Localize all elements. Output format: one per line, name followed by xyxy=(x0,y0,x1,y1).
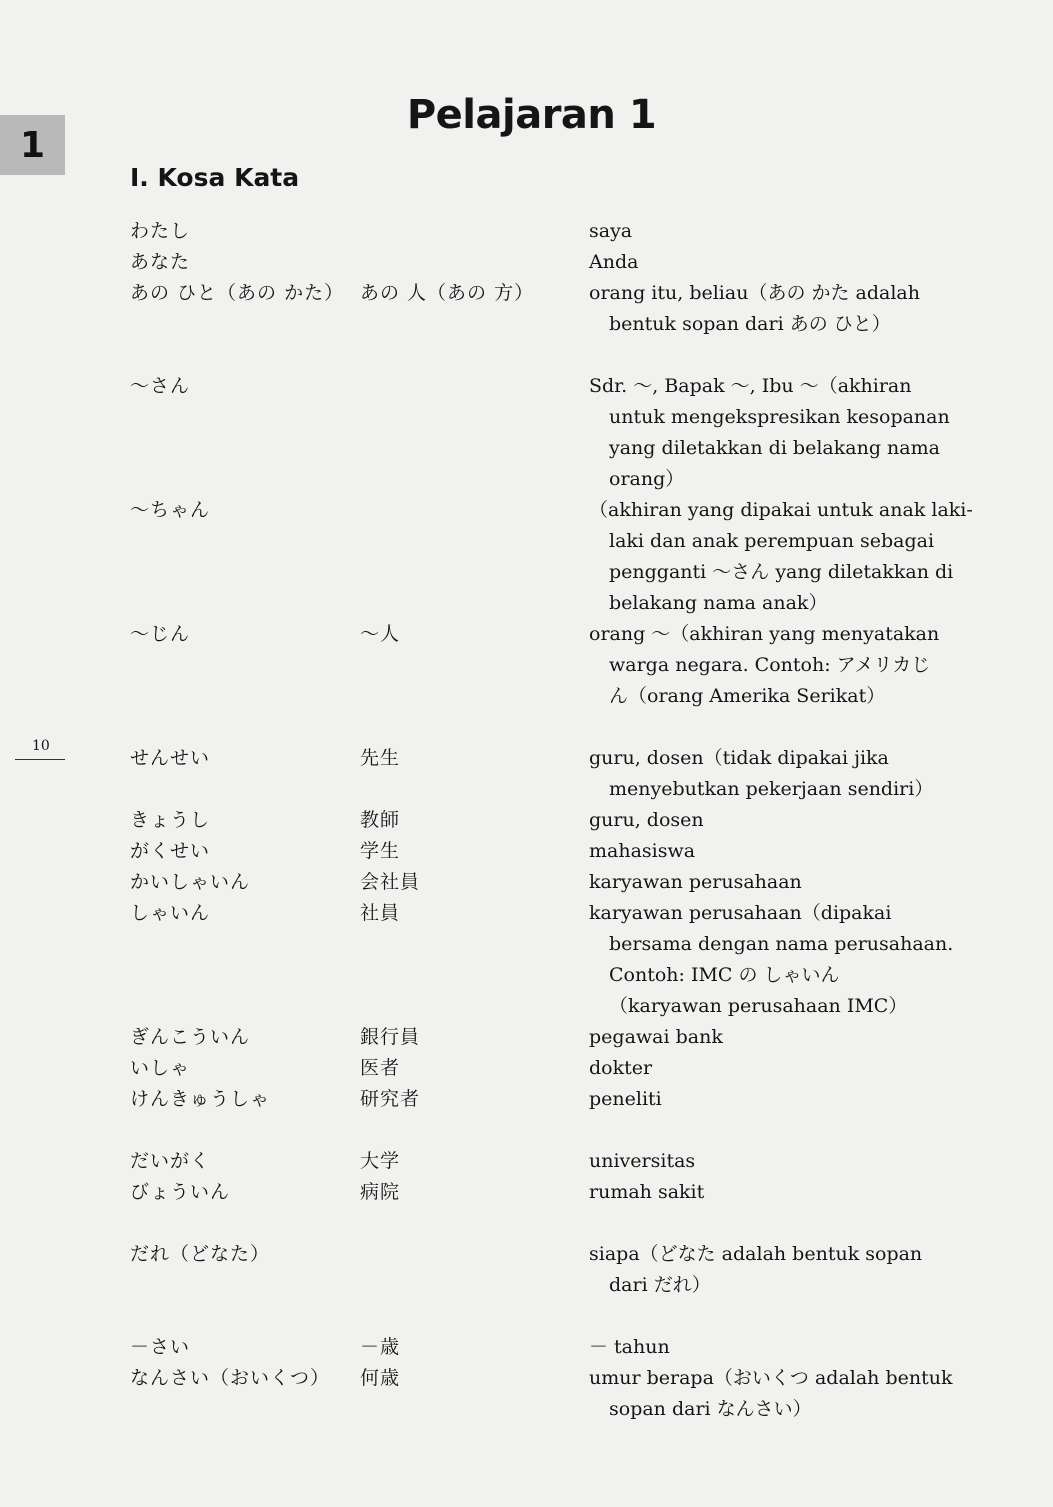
vocab-kana: ぎんこういん xyxy=(130,1026,251,1048)
vocab-meaning-line: Anda xyxy=(589,251,639,273)
vocab-kana: ～さん xyxy=(130,375,191,397)
vocab-meaning xyxy=(589,898,954,1022)
vocab-meaning-line: guru, dosen xyxy=(589,809,704,831)
vocab-meaning xyxy=(589,743,937,805)
vocab-meaning xyxy=(589,371,950,495)
vocab-meaning-line: menyebutkan pekerjaan sendiri） xyxy=(609,778,934,800)
vocab-meaning-line: orang itu, beliau（あの かた adalah xyxy=(589,282,920,304)
vocab-meaning-line: siapa（どなた adalah bentuk sopan xyxy=(589,1243,923,1265)
vocab-meaning-line: Contoh: IMC の しゃいん xyxy=(609,964,840,986)
vocab-meaning-line: （karyawan perusahaan IMC） xyxy=(609,995,908,1017)
vocab-kanji: 学生 xyxy=(360,840,401,862)
vocab-meaning-line: karyawan perusahaan（dipakai xyxy=(589,902,892,924)
vocab-meaning-line: untuk mengekspresikan kesopanan xyxy=(609,406,950,428)
vocab-meaning xyxy=(589,867,937,898)
vocab-kanji: 病院 xyxy=(360,1181,401,1203)
page-number: 10 xyxy=(32,738,50,754)
vocab-kanji: あの 人（あの 方） xyxy=(360,282,535,304)
vocab-kanji: ～人 xyxy=(360,623,401,645)
vocab-meaning-line: guru, dosen（tidak dipakai jika xyxy=(589,747,889,769)
vocab-meaning-line: orang） xyxy=(609,468,685,490)
page-title: Pelajaran 1 xyxy=(406,92,657,138)
vocab-meaning-line: mahasiswa xyxy=(589,840,696,862)
vocab-meaning-line: karyawan perusahaan xyxy=(589,871,802,893)
vocab-kana: ～じん xyxy=(130,623,191,645)
vocab-meaning-line: warga negara. Contoh: アメリカじ xyxy=(609,654,931,676)
vocab-meaning-line: umur berapa（おいくつ adalah bentuk xyxy=(589,1367,953,1389)
vocab-meaning xyxy=(589,619,940,712)
section-heading: I. Kosa Kata xyxy=(130,163,300,192)
vocab-meaning xyxy=(589,1146,937,1177)
vocab-kana: わたし xyxy=(130,220,191,242)
vocab-meaning-line: ん（orang Amerika Serikat） xyxy=(609,685,886,707)
vocab-meaning-line: bersama dengan nama perusahaan. xyxy=(609,933,954,955)
vocab-meaning xyxy=(589,1239,937,1301)
vocab-meaning xyxy=(589,247,937,278)
vocab-meaning-line: dokter xyxy=(589,1057,653,1079)
vocab-meaning-line: pengganti ～さん yang diletakkan di xyxy=(609,561,954,583)
vocab-meaning xyxy=(589,278,937,340)
vocab-meaning xyxy=(589,836,937,867)
chapter-tab: 1 xyxy=(0,115,65,175)
vocab-meaning-line: rumah sakit xyxy=(589,1181,705,1203)
vocab-meaning xyxy=(589,1177,937,1208)
vocab-kana: がくせい xyxy=(130,840,211,862)
vocab-meaning-line: bentuk sopan dari あの ひと） xyxy=(609,313,891,335)
vocab-kana: －さい xyxy=(130,1336,191,1358)
vocab-kanji: 会社員 xyxy=(360,871,421,893)
vocab-meaning xyxy=(589,1332,937,1363)
vocab-kana: きょうし xyxy=(130,809,211,831)
vocab-meaning xyxy=(589,1363,953,1425)
vocab-kana: いしゃ xyxy=(130,1057,191,1079)
vocab-kana: せんせい xyxy=(130,747,211,769)
vocab-meaning xyxy=(589,1084,937,1115)
vocab-meaning-line: universitas xyxy=(589,1150,696,1172)
vocab-kana: あの ひと（あの かた） xyxy=(130,282,345,304)
vocab-kanji: 大学 xyxy=(360,1150,401,1172)
vocab-kanji: 社員 xyxy=(360,902,401,924)
vocab-meaning-line: saya xyxy=(589,220,633,242)
vocab-kanji: 銀行員 xyxy=(360,1026,421,1048)
vocab-kanji: －歳 xyxy=(360,1336,401,1358)
vocab-meaning xyxy=(589,495,973,619)
vocab-kanji: 何歳 xyxy=(360,1367,401,1389)
vocab-kana: だれ（どなた） xyxy=(130,1243,271,1265)
vocab-kana: けんきゅうしゃ xyxy=(130,1088,271,1110)
vocab-meaning-line: （akhiran yang dipakai untuk anak laki- xyxy=(589,499,973,521)
vocab-kanji: 先生 xyxy=(360,747,401,769)
vocab-kana: あなた xyxy=(130,251,191,273)
vocab-meaning-line: pegawai bank xyxy=(589,1026,723,1048)
vocab-kana: びょういん xyxy=(130,1181,231,1203)
vocab-meaning-line: belakang nama anak） xyxy=(609,592,828,614)
vocab-meaning xyxy=(589,1053,937,1084)
vocab-meaning-line: orang ～（akhiran yang menyatakan xyxy=(589,623,940,645)
vocab-meaning xyxy=(589,216,937,247)
vocab-meaning-line: － tahun xyxy=(589,1336,670,1358)
vocab-meaning-line: yang diletakkan di belakang nama xyxy=(609,437,940,459)
vocab-kana: ～ちゃん xyxy=(130,499,211,521)
vocab-kana: だいがく xyxy=(130,1150,211,1172)
vocab-meaning-line: laki dan anak perempuan sebagai xyxy=(609,530,935,552)
vocab-kanji: 研究者 xyxy=(360,1088,421,1110)
vocab-kanji: 教師 xyxy=(360,809,401,831)
vocab-meaning xyxy=(589,805,937,836)
vocab-kana: なんさい（おいくつ） xyxy=(130,1367,331,1389)
vocab-kanji: 医者 xyxy=(360,1057,401,1079)
vocab-meaning-line: peneliti xyxy=(589,1088,662,1110)
vocab-meaning-line: Sdr. ～, Bapak ～, Ibu ～（akhiran xyxy=(589,375,912,397)
vocab-meaning xyxy=(589,1022,937,1053)
vocab-meaning-line: sopan dari なんさい） xyxy=(609,1398,812,1420)
vocab-meaning-line: dari だれ） xyxy=(609,1274,711,1296)
vocab-kana: かいしゃいん xyxy=(130,871,251,893)
vocab-kana: しゃいん xyxy=(130,902,211,924)
